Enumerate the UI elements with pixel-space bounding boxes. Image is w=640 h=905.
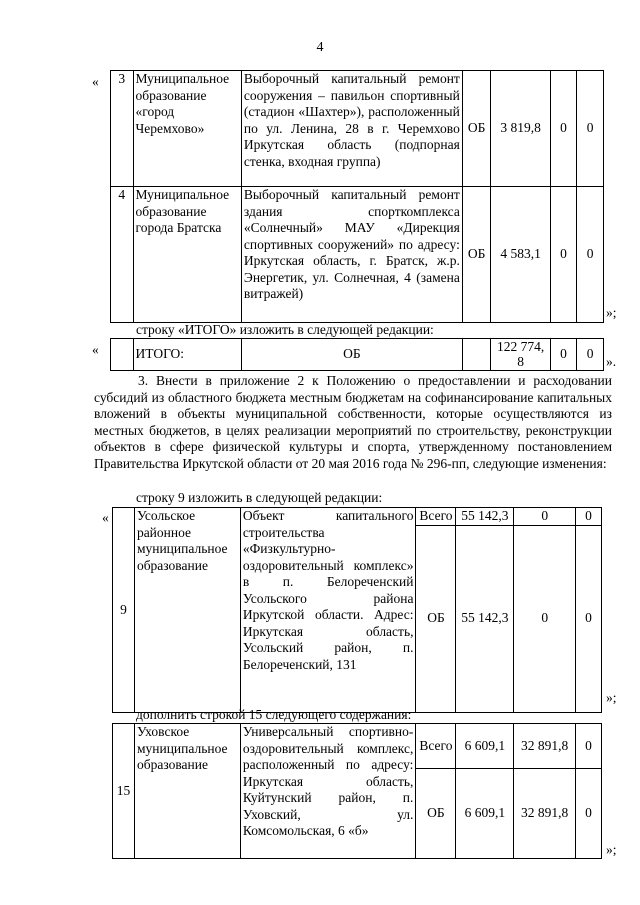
amount-cell: 6 609,1: [456, 724, 514, 769]
value-cell: 0: [550, 187, 577, 323]
description-cell: Объект капитального строительства «Физкультурно-оздоровительный комплекс» в п. Белореченский Усольского района Иркутской области. Адрес: Иркутская область, Усольский район, п. Белореченский, 131: [240, 508, 416, 713]
row-number: 9: [113, 508, 135, 713]
quote-close: »;: [606, 305, 617, 320]
amount-cell: 6 609,1: [456, 769, 514, 859]
table-row: [113, 724, 602, 769]
source-cell: Всего: [416, 724, 456, 769]
value-cell: 0: [550, 339, 577, 371]
source-cell: ОБ: [462, 71, 491, 187]
amount-cell: 4 583,1: [491, 187, 550, 323]
source-cell: ОБ: [462, 187, 491, 323]
value-cell: 0: [576, 724, 602, 769]
value-cell: 0: [576, 769, 602, 859]
amount-cell: 3 819,8: [491, 71, 550, 187]
municipality-cell: Муниципальное образование «город Черемхово»: [133, 71, 241, 187]
row15-intro-line: дополнить строкой 15 следующего содержания:: [136, 707, 412, 722]
quote-open: «: [102, 510, 109, 525]
quote-open: «: [92, 74, 99, 89]
municipality-cell: Муниципальное образование города Братска: [133, 187, 241, 323]
value-cell: 0: [577, 339, 604, 371]
value-cell: 0: [514, 508, 576, 526]
value-cell: 32 891,8: [514, 769, 576, 859]
value-cell: 32 891,8: [514, 724, 576, 769]
value-cell: 0: [576, 508, 602, 526]
quote-close: ».: [606, 354, 617, 369]
value-cell: 0: [577, 187, 604, 323]
table-row: [113, 508, 602, 526]
value-cell: 0: [577, 71, 604, 187]
source-cell: ОБ: [241, 339, 462, 371]
amount-cell: 55 142,3: [456, 525, 514, 712]
value-cell: 0: [576, 525, 602, 712]
table-row: [111, 187, 604, 323]
row-number: 15: [113, 724, 135, 859]
description-cell: Выборочный капитальный ремонт здания спорткомплекса «Солнечный» МАУ «Дирекция спортивных сооружений» по адресу: Иркутская область, г. Братск, ж.р. Энергетик, ул. Солнечная, 4 (замена витражей): [241, 187, 462, 323]
amount-cell: 122 774, 8: [491, 339, 550, 371]
row15-table: [112, 723, 602, 859]
source-cell: Всего: [416, 508, 456, 526]
itogo-label: ИТОГО:: [133, 339, 241, 371]
value-cell: 0: [514, 525, 576, 712]
municipality-cell: Уховское муниципальное образование: [134, 724, 240, 859]
row9-intro-line: строку 9 изложить в следующей редакции:: [136, 490, 383, 505]
description-cell: Универсальный спортивно-оздоровительный комплекс, расположенный по адресу: Иркутская область, Куйтунский район, п. Уховский, ул. Комсомольская, 6 «б»: [240, 724, 416, 859]
amount-cell: 55 142,3: [456, 508, 514, 526]
quote-close: »;: [606, 842, 617, 857]
itogo-intro-line: строку «ИТОГО» изложить в следующей редакции:: [136, 322, 434, 337]
table-row: [111, 71, 604, 187]
itogo-table: [110, 338, 604, 371]
itogo-row: [111, 339, 604, 371]
quote-open: «: [92, 342, 99, 357]
quote-close: »;: [606, 690, 617, 705]
row9-table: [112, 507, 602, 713]
description-cell: Выборочный капитальный ремонт сооружения – павильон спортивный (стадион «Шахтер»), расположенный по ул. Ленина, 28 в г. Черемхово Иркутская область (подпорная стенка, входная группа): [241, 71, 462, 187]
source-cell: ОБ: [416, 525, 456, 712]
municipality-cell: Усольское районное муниципальное образование: [134, 508, 240, 713]
paragraph-3: 3. Внести в приложение 2 к Положению о предоставлении и расходовании субсидий из областного бюджета местным бюджетам на софинансирование капитальных вложений в объекты муниципальной собственности, которые осуществляются из местных бюджетов, в целях реализации мероприятий по строительству, реконструкции объектов в сфере физической культуры и спорта, утвержденному постановлением Правительства Иркутской области от 20 мая 2016 года № 296-пп, следующие изменения:: [94, 373, 612, 471]
value-cell: 0: [550, 71, 577, 187]
source-cell: ОБ: [416, 769, 456, 859]
page-number: 4: [316, 40, 324, 55]
row-number: 3: [111, 71, 134, 187]
row-number: 4: [111, 187, 134, 323]
table-1: [110, 70, 604, 323]
